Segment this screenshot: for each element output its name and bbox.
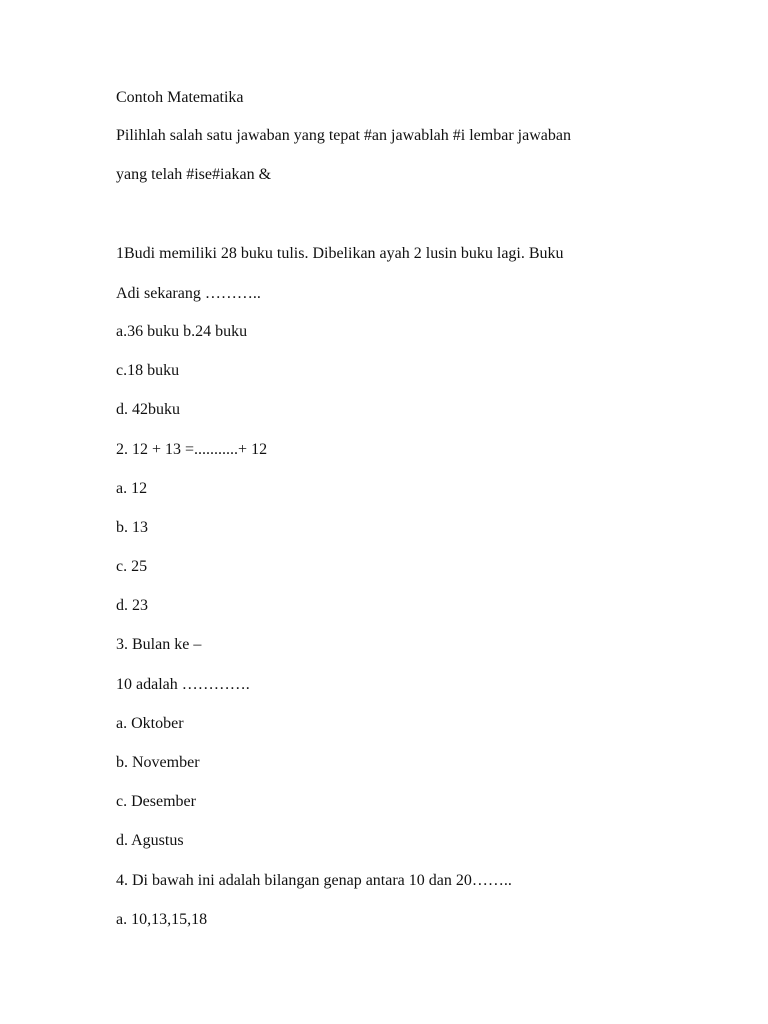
question-2-option-a: a. 12 — [116, 480, 148, 497]
question-3-option-c: c. Desember — [116, 793, 196, 810]
question-1-stem-line-1: 1Budi memiliki 28 buku tulis. Dibelikan ayah 2 lusin buku lagi. Buku — [116, 245, 564, 262]
question-1-option-d: d. 42buku — [116, 401, 180, 418]
question-3-stem-line-1: 3. Bulan ke – — [116, 636, 202, 653]
question-3-option-d: d. Agustus — [116, 832, 184, 849]
question-4-option-a: a. 10,13,15,18 — [116, 911, 208, 928]
instruction-line-1: Pilihlah salah satu jawaban yang tepat #an jawablah #i lembar jawaban — [116, 127, 571, 144]
question-2-stem: 2. 12 + 13 =...........+ 12 — [116, 441, 268, 458]
question-1-stem-line-2: Adi sekarang ……….. — [116, 285, 261, 302]
question-3-option-a: a. Oktober — [116, 715, 184, 732]
question-2-option-d: d. 23 — [116, 597, 148, 614]
instruction-line-2: yang telah #ise#iakan & — [116, 166, 272, 183]
question-3-stem-line-2: 10 adalah …………. — [116, 676, 250, 693]
question-1-option-c: c.18 buku — [116, 362, 180, 379]
question-3-option-b: b. November — [116, 754, 200, 771]
question-2-option-b: b. 13 — [116, 519, 148, 536]
question-4-stem: 4. Di bawah ini adalah bilangan genap antara 10 dan 20…….. — [116, 872, 512, 889]
document-title: Contoh Matematika — [116, 89, 244, 106]
question-1-option-ab: a.36 buku b.24 buku — [116, 323, 248, 340]
question-2-option-c: c. 25 — [116, 558, 148, 575]
